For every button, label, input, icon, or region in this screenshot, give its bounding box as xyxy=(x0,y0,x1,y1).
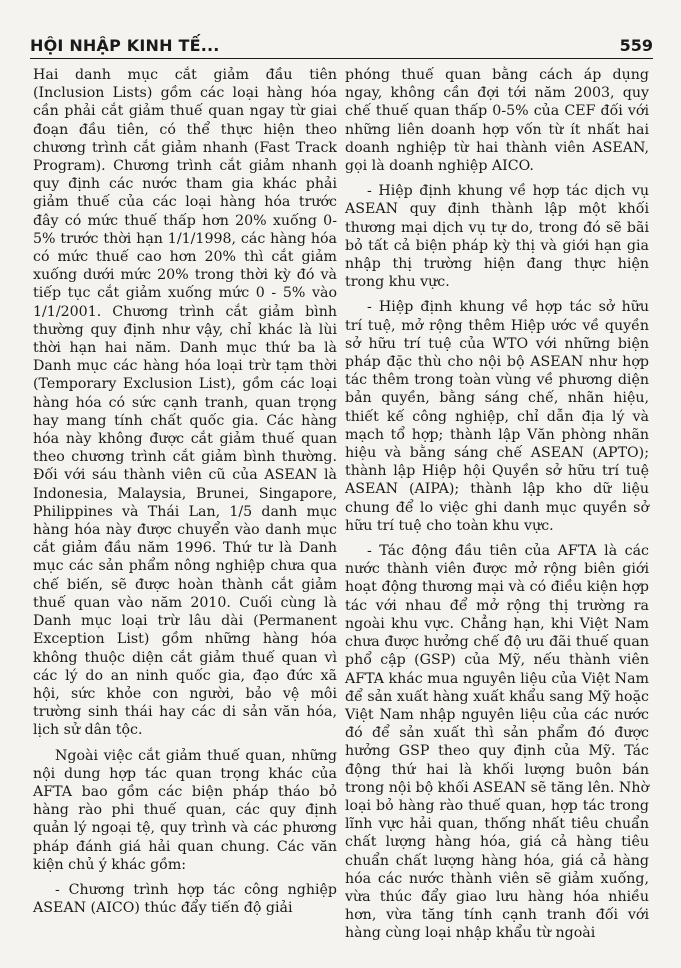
paragraph: - Hiệp định khung về hợp tác sở hữu trí tuệ, mở rộng thêm Hiệp ước về quyền sở hữu trí tuệ của WTO với những biện pháp đặc thù cho nội bộ ASEAN như hợp tác thêm trong toàn vùng về phương diện bản quyền, bằng sáng chế, nhãn hiệu, thiết kế công nghiệp, chỉ dẫn địa lý và mạch tổ hợp; thành lập Văn phòng nhãn hiệu và bằng sáng chế ASEAN (APTO); thành lập Hiệp hội Quyền sở hữu trí tuệ ASEAN (AIPA); thành lập kho dữ liệu chung để lo việc ghi danh mục quyền sở hữu trí tuệ cho toàn khu vực. xyxy=(345,299,649,534)
paragraph: Hai danh mục cắt giảm đầu tiên (Inclusion Lists) gồm các loại hàng hóa cần phải cắt giảm thuế quan ngay từ giai đoạn đầu tiên, có thể thực hiện theo chương trình cắt giảm nhanh (Fast Track Program). Chương trình cắt giảm nhanh quy định các nước tham gia khác phải giảm thuế của các loại hàng hóa trước đây có mức thuế thấp hơn 20% xuống 0-5% trước thời hạn 1/1/1998, các hàng hóa có mức thuế cao hơn 20% thì cắt giảm xuống dưới mức 20% trong thời kỳ đó và tiếp tục cắt giảm xuống mức 0 - 5% vào 1/1/2001. Chương trình cắt giảm bình thường quy định như vậy, chỉ khác là lùi thời hạn hai năm. Danh mục thứ ba là Danh mục các hàng hóa loại trừ tạm thời (Temporary Exclusion List), gồm các loại hàng hóa có sức cạnh tranh, quan trọng hay mang tính chất quốc gia. Các hàng hóa này không được cắt giảm thuế quan theo chương trình cắt giảm bình thường. Đối với sáu thành viên cũ của ASEAN là Indonesia, Malaysia, Brunei, Singapore, Philippines và Thái Lan, 1/5 danh mục hàng hóa này được chuyển vào danh mục cắt giảm đầu năm 1996. Thứ tư là Danh mục các sản phẩm nông nghiệp chưa qua chế biến, sẽ được hoàn thành cắt giảm thuế quan vào năm 2010. Cuối cùng là Danh mục loại trừ lâu dài (Permanent Exception List) gồm những hàng hóa không thuộc diện cắt giảm thuế quan vì các lý do an ninh quốc gia, đạo đức xã hội, sức khỏe con người, bảo vệ môi trường sinh thái hay các di sản văn hóa, lịch sử dân tộc. xyxy=(33,67,337,739)
left-column xyxy=(33,66,337,917)
paragraph: Ngoài việc cắt giảm thuế quan, những nội dung hợp tác quan trọng khác của AFTA bao gồm các biện pháp tháo bỏ hàng rào phi thuế quan, các quy định quản lý ngoại tệ, quy trình và các phương pháp đánh giá hải quan chung. Các văn kiện chủ ý khác gồm: xyxy=(33,747,337,873)
paragraph: - Tác động đầu tiên của AFTA là các nước thành viên được mở rộng biên giới hoạt động thương mại và có điều kiện hợp tác với nhau để mở rộng thị trường ra ngoài khu vực. Chẳng hạn, khi Việt Nam chưa được hưởng chế độ ưu đãi thuế quan phổ cập (GSP) của Mỹ, nếu thành viên AFTA khác mua nguyên liệu của Việt Nam để sản xuất hàng xuất khẩu sang Mỹ hoặc Việt Nam nhập nguyên liệu của các nước đó để sản xuất thì sản phẩm đó được hưởng GSP theo quy định của Mỹ. Tác động thứ hai là khối lượng buôn bán trong nội bộ khối ASEAN sẽ tăng lên. Nhờ loại bỏ hàng rào thuế quan, hợp tác trong lĩnh vực hải quan, thống nhất tiêu chuẩn chất lượng hàng hóa, giá cả hàng tiêu chuẩn chất lượng hàng hóa, giá cả hàng hóa các nước thành viên sẽ giảm xuống, vừa thúc đẩy giao lưu hàng hóa nhiều hơn, vừa tăng tính cạnh tranh đối với hàng cùng loại nhập khẩu từ ngoài xyxy=(345,543,649,942)
paragraph: - Hiệp định khung về hợp tác dịch vụ ASEAN quy định thành lập một khối thương mại dịch vụ tự do, trong đó sẽ bãi bỏ tất cả biện pháp kỳ thị và giới hạn gia nhập thị trường hiện đang thực hiện trong khu vực. xyxy=(345,183,649,291)
right-column xyxy=(345,66,649,943)
page-number: 559 xyxy=(619,36,653,55)
paragraph: - Chương trình hợp tác công nghiệp ASEAN (AICO) thúc đẩy tiến độ giải xyxy=(33,881,337,917)
paragraph: phóng thuế quan bằng cách áp dụng ngay, không cần đợi tới năm 2003, quy chế thuế quan thấp 0-5% của CEF đối với những liên doanh hợp vốn từ ít nhất hai doanh nghiệp từ hai thành viên ASEAN, gọi là doanh nghiệp AICO. xyxy=(345,67,649,175)
running-title: HỘI NHẬP KINH TẾ... xyxy=(30,36,220,55)
running-header xyxy=(30,32,653,59)
